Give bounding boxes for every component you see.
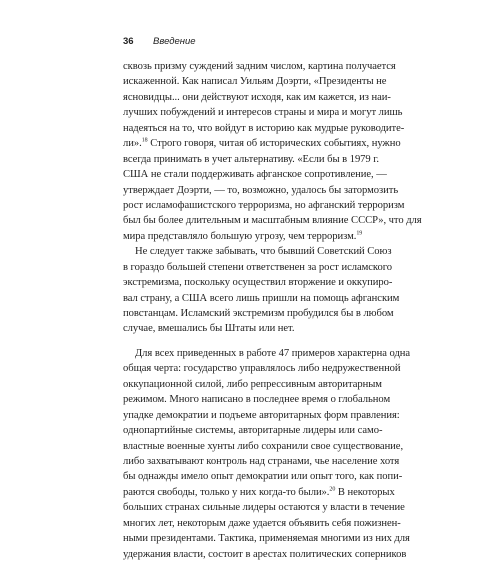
line-text: властные военные хунты либо сохранили свое существование, — [123, 440, 404, 452]
line-text: Не следует также забывать, что бывший Советский Союз — [135, 246, 392, 258]
line-text: был бы более длительным и масштабным влияние СССР», что для — [123, 215, 422, 227]
line-text: Для всех приведенных в работе 47 примеров характерна одна — [135, 347, 411, 359]
line-text: многих лет, некоторым даже удается объявить себя пожизнен- — [123, 517, 401, 529]
footnote-marker: 20 — [329, 486, 336, 493]
line-text: однопартийные системы, авторитарные лидеры или само- — [123, 425, 383, 437]
text-line — [123, 469, 403, 484]
text-line — [123, 213, 422, 228]
line-text: случае, вмешались бы Штаты или нет. — [123, 323, 295, 335]
line-text: утверждает Доэрти, — то, возможно, удалось бы затормозить — [123, 184, 399, 196]
line-text: искаженной. Как написал Уильям Доэрти, «Президенты не — [123, 76, 387, 88]
text-line — [123, 275, 393, 290]
text-line — [123, 485, 395, 500]
line-text: ясновидцы... они действуют исходя, как им кажется, из наи- — [123, 91, 391, 103]
text-line — [123, 547, 407, 562]
text-line — [123, 377, 382, 392]
body-text — [123, 59, 422, 562]
line-text: вал страну, а США всего лишь пришли на помощь афганским — [123, 292, 400, 304]
running-head: Введение — [153, 36, 196, 47]
line-text: мира представляло большую угрозу, чем терроризм. — [123, 230, 357, 242]
text-line — [123, 136, 401, 151]
line-text: в гораздо большей степени ответственен за рост исламского — [123, 261, 393, 273]
text-line — [123, 516, 401, 531]
text-line — [123, 423, 383, 438]
text-line — [123, 229, 379, 244]
page-number: 36 — [123, 36, 134, 47]
paragraph-gap — [123, 337, 379, 346]
text-line — [123, 439, 404, 454]
footnote-marker: 19 — [356, 230, 363, 237]
line-text: либо захватывают контроль над странами, чье население хотя — [123, 455, 400, 467]
text-line — [123, 183, 399, 198]
line-text: режимом. Много написано в последнее время о глобальном — [123, 394, 391, 406]
line-text: бы однажды имело опыт демократии или опыт того, как попи- — [123, 471, 403, 483]
line-text: лучших побуждений и интересов страны и мира и могут лишь — [123, 107, 403, 119]
text-line — [123, 244, 392, 259]
text-line — [123, 121, 405, 136]
text-line — [123, 167, 387, 182]
text-line — [123, 90, 391, 105]
text-line — [123, 500, 405, 515]
text-line — [123, 59, 396, 74]
line-text: экстремизма, поскольку осуществил вторжение и оккупиро- — [123, 277, 393, 289]
text-line — [123, 361, 401, 376]
text-line — [123, 74, 387, 89]
line-text: больших странах сильные лидеры остаются у власти в течение — [123, 502, 405, 514]
line-text: всегда принимать в учет альтернативу. «Если бы в 1979 г. — [123, 153, 379, 165]
line-text: упадке демократии и подъеме авторитарных форм правления: — [123, 409, 400, 421]
line-text-continued: Строго говоря, читая об исторических событиях, нужно — [147, 138, 401, 150]
line-text: ли». — [123, 138, 142, 150]
line-text-continued: В некоторых — [335, 486, 395, 498]
text-line — [123, 306, 394, 321]
line-text: надеяться на то, что войдут в историю как мудрые руководите- — [123, 122, 405, 134]
line-text: оккупационной силой, либо репрессивным авторитарным — [123, 378, 382, 390]
line-text: рост исламофашистского терроризма, но афганский терроризм — [123, 199, 405, 211]
text-line — [123, 321, 379, 336]
text-line — [123, 152, 379, 167]
text-line — [123, 531, 410, 546]
line-text: удержания власти, состоит в арестах политических соперников — [123, 548, 407, 560]
text-line — [123, 454, 400, 469]
line-text: повстанцам. Исламский экстремизм пробудился бы в любом — [123, 308, 394, 319]
text-line — [123, 260, 393, 275]
page-header — [123, 36, 378, 50]
line-text: США не стали поддерживать афганское сопротивление, — — [123, 169, 387, 181]
line-text: ными президентами. Тактика, применяемая многими из них для — [123, 533, 410, 545]
text-line — [123, 105, 403, 120]
text-line — [123, 346, 411, 361]
line-text: раются свободы, только у них когда-то были». — [123, 486, 330, 498]
line-text: общая черта: государство управлялось либо недружественной — [123, 363, 401, 375]
line-text: сквозь призму суждений задним числом, картина получается — [123, 61, 396, 72]
text-line — [123, 408, 400, 423]
footnote-marker: 18 — [141, 137, 148, 144]
text-line — [123, 291, 400, 306]
text-line — [123, 392, 391, 407]
text-line — [123, 198, 405, 213]
